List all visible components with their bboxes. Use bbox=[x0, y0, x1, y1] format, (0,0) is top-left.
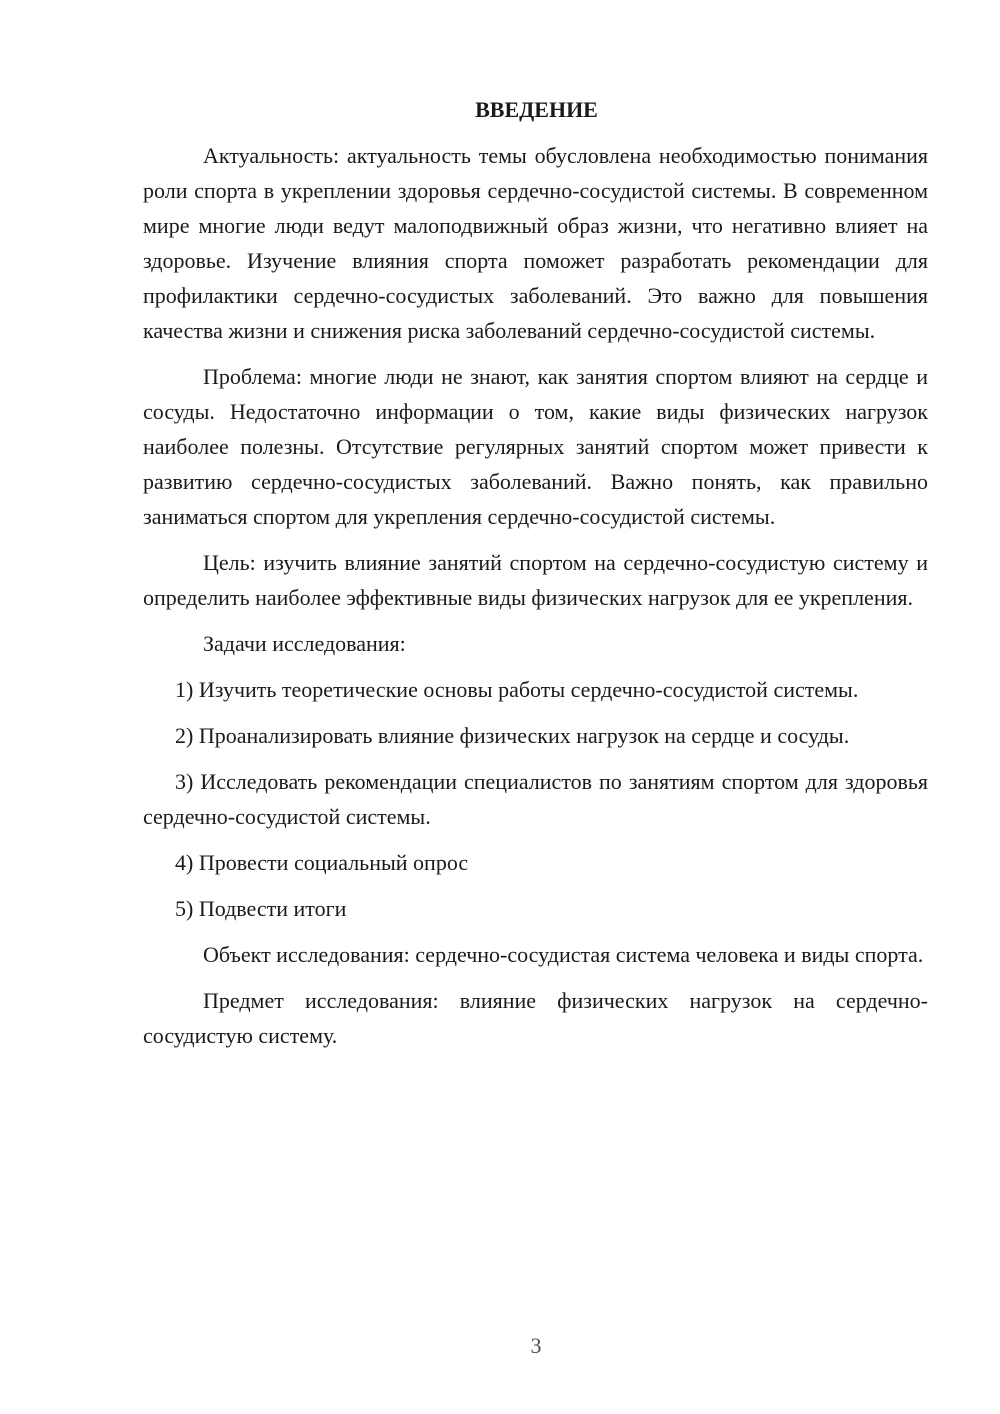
task-item-1: 1) Изучить теоретические основы работы сердечно-сосудистой системы. bbox=[175, 677, 859, 702]
task-item-3: 3) Исследовать рекомендации специалистов по занятиям спортом для здоровья сердечно-сосудистой системы. bbox=[143, 769, 928, 829]
page-number: 3 bbox=[530, 1333, 542, 1358]
goal-paragraph: Цель: изучить влияние занятий спортом на сердечно-сосудистую систему и определить наиболее эффективные виды физических нагрузок для ее укрепления. bbox=[143, 550, 928, 610]
object-paragraph: Объект исследования: сердечно-сосудистая система человека и виды спорта. bbox=[203, 942, 924, 967]
tasks-heading: Задачи исследования: bbox=[203, 631, 406, 656]
page-title: ВВЕДЕНИЕ bbox=[475, 97, 598, 122]
task-item-4: 4) Провести социальный опрос bbox=[175, 850, 469, 875]
task-item-5: 5) Подвести итоги bbox=[175, 896, 347, 921]
relevance-paragraph: Актуальность: актуальность темы обусловлена необходимостью понимания роли спорта в укреплении здоровья сердечно-сосудистой системы. В современном мире многие люди ведут малоподвижный образ жизни, что негативно влияет на здоровье. Изучение влияния спорта поможет разработать рекомендации для профилактики сердечно-сосудистых заболеваний. Это важно для повышения качества жизни и снижения риска заболеваний сердечно-сосудистой системы. bbox=[143, 143, 928, 343]
problem-paragraph: Проблема: многие люди не знают, как занятия спортом влияют на сердце и сосуды. Недостаточно информации о том, какие виды физических нагрузок наиболее полезны. Отсутствие регулярных занятий спортом может привести к развитию сердечно-сосудистых заболеваний. Важно понять, как правильно заниматься спортом для укрепления сердечно-сосудистой системы. bbox=[143, 364, 928, 529]
task-item-2: 2) Проанализировать влияние физических нагрузок на сердце и сосуды. bbox=[175, 723, 850, 748]
subject-paragraph: Предмет исследования: влияние физических нагрузок на сердечно-сосудистую систему. bbox=[143, 988, 928, 1048]
page-content bbox=[143, 92, 928, 1064]
